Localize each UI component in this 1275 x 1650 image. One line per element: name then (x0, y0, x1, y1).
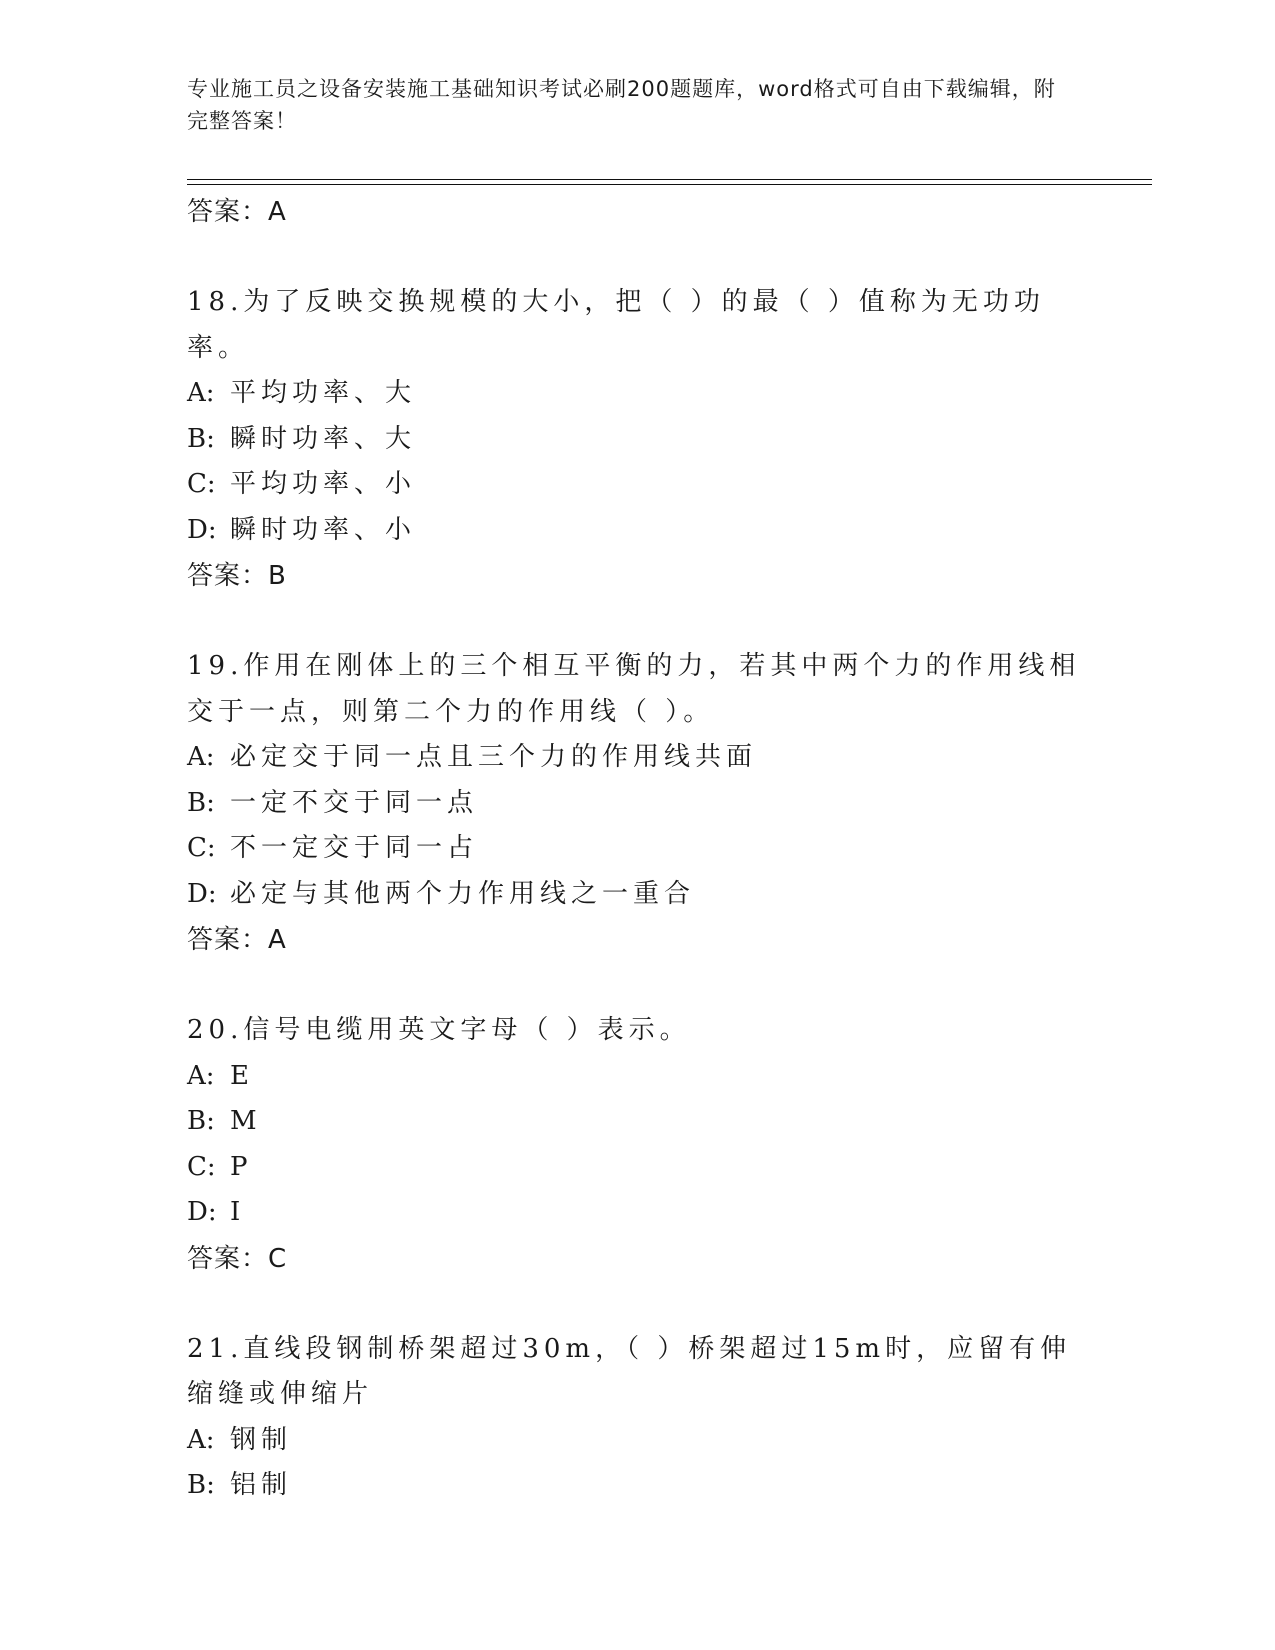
question-text: 20.信号电缆用英文字母（ ）表示。 (187, 1015, 691, 1045)
option-c (187, 826, 1087, 872)
answer-line: 答案：B (187, 561, 287, 591)
option-b (187, 1099, 1087, 1145)
option-d (187, 508, 1087, 554)
question-block (187, 1008, 1087, 1282)
option-d (187, 872, 1087, 918)
option-text: I (230, 1197, 246, 1227)
option-text: E (230, 1060, 254, 1091)
header-divider-line-secondary (187, 184, 1152, 185)
question-text: 19.作用在刚体上的三个相互平衡的力，若其中两个力的作用线相交于一点，则第二个力的作用线（ ）。 (187, 651, 1081, 727)
option-label: C: (187, 469, 216, 499)
document-header-title: 专业施工员之设备安装施工基础知识考试必刷200题题库，word格式可自由下载编辑，附完整答案！ (187, 77, 1056, 133)
question-block (187, 1327, 1087, 1509)
option-c (187, 462, 1087, 508)
option-b (187, 417, 1087, 463)
option-label: C: (187, 833, 216, 863)
question-block (187, 280, 1087, 599)
option-label: A: (187, 742, 215, 772)
question-text: 18.为了反映交换规模的大小，把（ ）的最（ ）值称为无功功率。 (187, 287, 1045, 363)
previous-answer: 答案：A (187, 197, 287, 227)
option-label: D: (187, 878, 217, 909)
questions-content (187, 189, 1087, 1509)
option-b (187, 781, 1087, 827)
option-a (187, 1054, 1087, 1100)
option-label: D: (187, 1197, 217, 1227)
option-text: 平均功率、小 (230, 469, 417, 499)
option-text: 一定不交于同一点 (230, 787, 479, 818)
option-text: 铝制 (230, 1470, 293, 1500)
option-text: 必定与其他两个力作用线之一重合 (230, 878, 696, 909)
option-a (187, 1418, 1087, 1464)
option-label: B: (187, 1470, 215, 1500)
option-text: 瞬时功率、大 (230, 423, 417, 454)
option-d (187, 1190, 1087, 1236)
option-label: A: (187, 378, 215, 408)
option-label: B: (187, 423, 215, 454)
option-label: A: (187, 1060, 215, 1091)
option-label: B: (187, 1106, 215, 1136)
answer-line: 答案：A (187, 925, 287, 955)
question-block (187, 644, 1087, 963)
header-divider-line (187, 179, 1152, 180)
option-text: 瞬时功率、小 (230, 514, 417, 545)
option-text: M (230, 1106, 262, 1136)
option-label: D: (187, 514, 217, 545)
option-a (187, 371, 1087, 417)
option-label: B: (187, 787, 215, 818)
answer-line: 答案：C (187, 1243, 288, 1274)
option-text: 平均功率、大 (230, 378, 417, 408)
option-c (187, 1145, 1087, 1191)
option-label: C: (187, 1151, 216, 1182)
option-text: 不一定交于同一占 (230, 833, 479, 863)
option-b (187, 1463, 1087, 1509)
option-text: 必定交于同一点且三个力的作用线共面 (230, 742, 758, 772)
option-label: A: (187, 1424, 215, 1455)
option-text: P (230, 1151, 253, 1182)
option-a (187, 735, 1087, 781)
option-text: 钢制 (230, 1424, 293, 1455)
question-text: 21.直线段钢制桥架超过30m，（ ）桥架超过15m时，应留有伸缩缝或伸缩片 (187, 1333, 1072, 1409)
